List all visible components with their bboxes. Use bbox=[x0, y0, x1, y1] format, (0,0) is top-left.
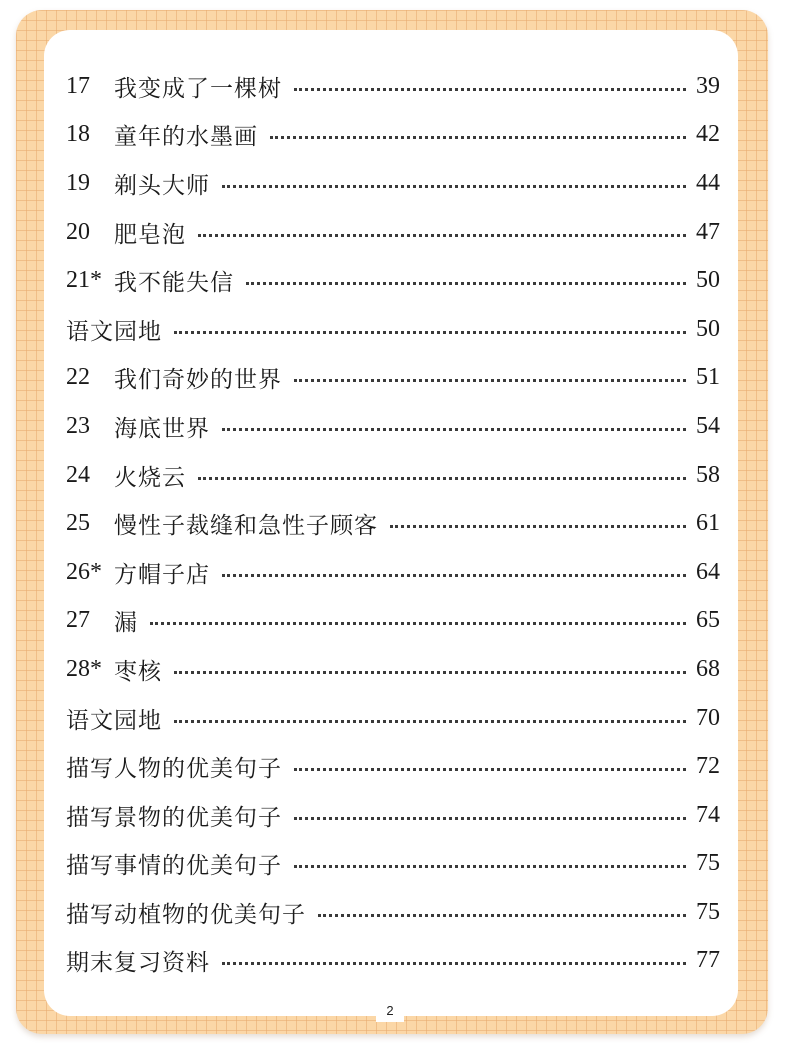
entry-title: 漏 bbox=[114, 610, 138, 637]
page-number: 2 bbox=[376, 1000, 404, 1022]
dot-leader bbox=[174, 331, 686, 334]
entry-number: 17 bbox=[66, 72, 90, 99]
entry-title: 我们奇妙的世界 bbox=[114, 367, 282, 394]
entry-title: 描写事情的优美句子 bbox=[66, 853, 282, 880]
dot-leader bbox=[198, 477, 686, 480]
toc-entry[interactable] bbox=[66, 62, 720, 111]
entry-page-number: 50 bbox=[696, 315, 720, 342]
toc-entry[interactable] bbox=[66, 597, 720, 646]
dot-leader bbox=[246, 282, 686, 285]
entry-page-number: 75 bbox=[696, 850, 720, 877]
dot-leader bbox=[270, 136, 686, 139]
dot-leader bbox=[198, 234, 686, 237]
toc-entry[interactable] bbox=[66, 645, 720, 694]
entry-page-number: 75 bbox=[696, 898, 720, 925]
entry-page-number: 39 bbox=[696, 72, 720, 99]
entry-title: 描写景物的优美句子 bbox=[66, 804, 282, 831]
toc-entry[interactable] bbox=[66, 305, 720, 354]
toc-entry[interactable] bbox=[66, 402, 720, 451]
entry-number: 25 bbox=[66, 510, 90, 537]
entry-page-number: 58 bbox=[696, 461, 720, 488]
entry-title: 慢性子裁缝和急性子顾客 bbox=[114, 513, 378, 540]
entry-title: 语文园地 bbox=[66, 318, 162, 345]
entry-page-number: 50 bbox=[696, 267, 720, 294]
entry-page-number: 77 bbox=[696, 947, 720, 974]
entry-page-number: 65 bbox=[696, 607, 720, 634]
toc-entry[interactable] bbox=[66, 499, 720, 548]
entry-number: 28* bbox=[66, 655, 102, 682]
entry-title: 语文园地 bbox=[66, 707, 162, 734]
entry-page-number: 68 bbox=[696, 655, 720, 682]
entry-page-number: 72 bbox=[696, 753, 720, 780]
entry-title: 描写动植物的优美句子 bbox=[66, 901, 306, 928]
entry-title: 童年的水墨画 bbox=[114, 124, 258, 151]
dot-leader bbox=[294, 817, 686, 820]
dot-leader bbox=[150, 622, 686, 625]
dot-leader bbox=[222, 185, 686, 188]
entry-number: 23 bbox=[66, 412, 90, 439]
entry-number: 20 bbox=[66, 218, 90, 245]
toc-entry[interactable] bbox=[66, 256, 720, 305]
entry-number: 22 bbox=[66, 364, 90, 391]
entry-title: 我变成了一棵树 bbox=[114, 75, 282, 102]
dot-leader bbox=[222, 428, 686, 431]
entry-number: 26* bbox=[66, 558, 102, 585]
entry-page-number: 51 bbox=[696, 364, 720, 391]
entry-title: 剃头大师 bbox=[114, 172, 210, 199]
entry-number: 18 bbox=[66, 121, 90, 148]
toc-entry[interactable] bbox=[66, 159, 720, 208]
entry-title: 方帽子店 bbox=[114, 561, 210, 588]
dot-leader bbox=[222, 962, 686, 965]
entry-page-number: 47 bbox=[696, 218, 720, 245]
toc-entry[interactable] bbox=[66, 548, 720, 597]
entry-number: 21* bbox=[66, 267, 102, 294]
entry-number: 24 bbox=[66, 461, 90, 488]
toc-entry[interactable] bbox=[66, 111, 720, 160]
toc-entry[interactable] bbox=[66, 791, 720, 840]
entry-title: 我不能失信 bbox=[114, 270, 234, 297]
entry-title: 肥皂泡 bbox=[114, 221, 186, 248]
entry-page-number: 44 bbox=[696, 169, 720, 196]
toc-entry[interactable] bbox=[66, 694, 720, 743]
entry-title: 期末复习资料 bbox=[66, 950, 210, 977]
entry-title: 火烧云 bbox=[114, 464, 186, 491]
dot-leader bbox=[222, 574, 686, 577]
dot-leader bbox=[294, 379, 686, 382]
dot-leader bbox=[294, 88, 686, 91]
toc-entry[interactable] bbox=[66, 742, 720, 791]
toc-entry[interactable] bbox=[66, 840, 720, 889]
dot-leader bbox=[318, 914, 686, 917]
toc-entry[interactable] bbox=[66, 937, 720, 986]
entry-page-number: 54 bbox=[696, 412, 720, 439]
toc-entry[interactable] bbox=[66, 354, 720, 403]
entry-title: 描写人物的优美句子 bbox=[66, 756, 282, 783]
entry-page-number: 61 bbox=[696, 510, 720, 537]
dot-leader bbox=[294, 865, 686, 868]
toc-entry[interactable] bbox=[66, 888, 720, 937]
dot-leader bbox=[294, 768, 686, 771]
dot-leader bbox=[174, 671, 686, 674]
toc-entry[interactable] bbox=[66, 208, 720, 257]
entry-page-number: 64 bbox=[696, 558, 720, 585]
toc-entry[interactable] bbox=[66, 451, 720, 500]
entry-number: 19 bbox=[66, 169, 90, 196]
content-card bbox=[44, 30, 738, 1016]
table-of-contents bbox=[66, 62, 720, 985]
entry-page-number: 74 bbox=[696, 801, 720, 828]
entry-title: 海底世界 bbox=[114, 415, 210, 442]
dot-leader bbox=[174, 720, 686, 723]
entry-title: 枣核 bbox=[114, 658, 162, 685]
dot-leader bbox=[390, 525, 686, 528]
entry-number: 27 bbox=[66, 607, 90, 634]
entry-page-number: 42 bbox=[696, 121, 720, 148]
entry-page-number: 70 bbox=[696, 704, 720, 731]
